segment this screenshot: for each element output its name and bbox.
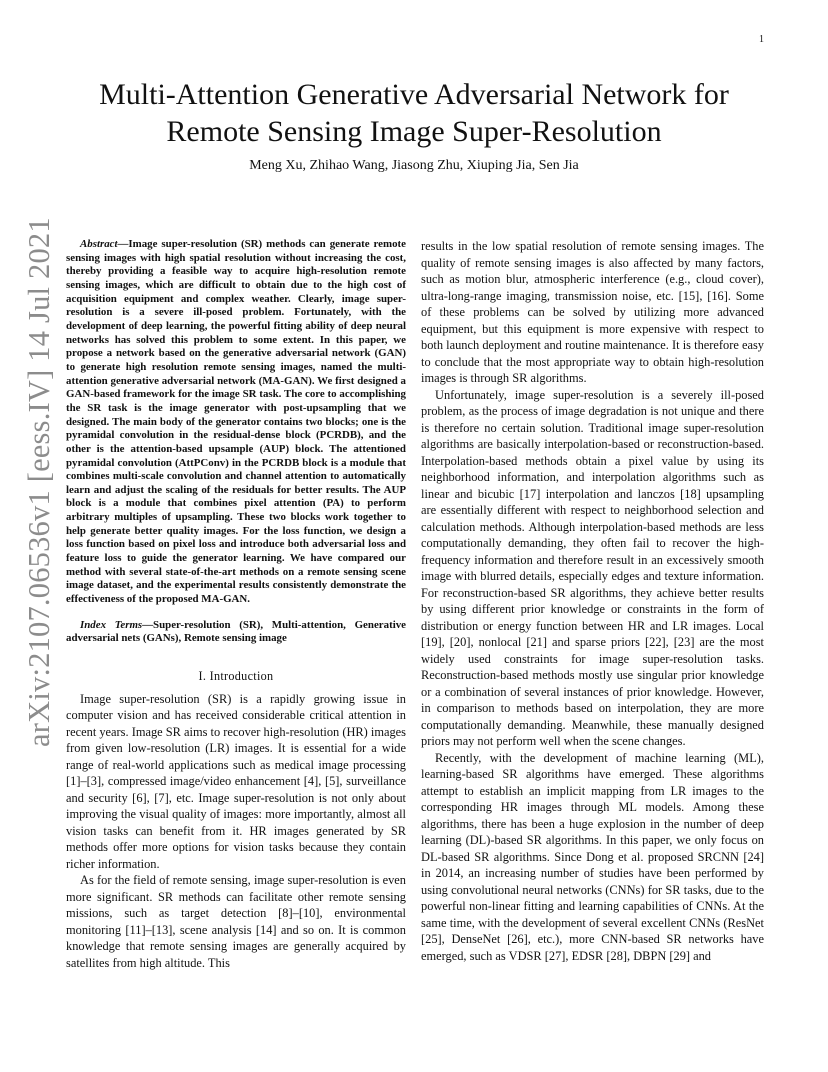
paper-title-line-1: Multi-Attention Generative Adversarial Network for [99,78,729,111]
section-heading: I. Introduction [198,669,274,684]
paper-title [60,76,768,150]
author-list: Meng Xu, Zhihao Wang, Jiasong Zhu, Xiuping Jia, Sen Jia [249,158,579,173]
paragraph: Image super-resolution (SR) is a rapidly growing issue in computer vision and has received considerable critical attention in recent years. Image SR aims to recover high-resolution (HR) images from given low-resolution (LR) images. It is essential for a wide range of real-world applications such as medical image processing [1]–[3], compressed image/video enhancement [4], [5], surveillance and security [6], [7], etc. Image super-resolution is not only about improving the visual quality of images: more importantly, almost all vision tasks can benefit from it. HR images generated by SR methods offer more options for vision tasks because they contain richer information. [66,691,406,871]
arxiv-identifier-stamp [14,217,58,751]
abstract [66,238,406,607]
page-number: 1 [759,34,764,45]
paper-title-line-2: Remote Sensing Image Super-Resolution [166,115,662,148]
paragraph: As for the field of remote sensing, image super-resolution is even more significant. SR methods can facilitate other remote sensing missions, such as target detection [8]–[10], environmental monitoring [11]–[13], scene analysis [14] and so on. It is common knowledge that remote sensing images are generally acquired by satellites from high altitude. This [66,873,406,970]
abstract-label: Abstract [80,238,118,250]
abstract-text: —Image super-resolution (SR) methods can generate remote sensing images with high spatial resolution without increasing the cost, thereby providing a feasible way to acquire high-resolution remote sensing images, which are difficult to obtain due to the high cost of acquisition equipment and complex weather. Clearly, image super-resolution is a severe ill-posed problem. Fortunately, with the development of deep learning, the powerful fitting ability of deep neural networks has solved this problem to some extent. In this paper, we propose a network based on the generative adversarial network (GAN) to generate high resolution remote sensing images, named the multi-attention generative adversarial network (MA-GAN). We first designed a GAN-based framework for the image SR task. The core to accomplishing the SR task is the image generator with post-upsampling that we designed. The main body of the generator contains two blocks; one is the pyramidal convolution in the residual-dense block (PCRDB), and the other is the attention-based upsample (AUP) block. The attentioned pyramidal convolution (AttPConv) in the PCRDB block is a module that combines multi-scale convolution and channel attention to automatically learn and adjust the scaling of the residuals for better results. The AUP block is a module that combines pixel attention (PA) to perform arbitrary multiples of upsampling. These two blocks work together to help generate better quality images. For the loss function, we design a loss function based on pixel loss and introduce both adversarial loss and feature loss to guide the generator learning. We have compared our method with several state-of-the-art methods on a remote sensing scene image dataset, and the experimental results consistently demonstrate the effectiveness of the proposed MA-GAN. [66,238,406,606]
paragraph: Recently, with the development of machine learning (ML), learning-based SR algorithms have emerged. These algorithms attempt to establish an implicit mapping from LR images to the corresponding HR images through ML models. Among these algorithms, there has been a huge explosion in the number of deep learning (DL)-based SR algorithms. In this paper, we only focus on DL-based SR algorithms. Since Dong et al. proposed SRCNN [24] in 2014, an increasing number of studies have been performed by using convolutional neural networks (CNNs) for SR tasks, due to the powerful non-linear fitting and learning capabilities of CNNs. At the same time, with the development of several excellent CNNs (ResNet [25], DenseNet [26], etc.), more CNN-based SR networks have emerged, such as VDSR [27], EDSR [28], DBPN [29] and [421,750,764,963]
index-terms-label: Index Terms [80,618,143,631]
paragraph: results in the low spatial resolution of remote sensing images. The quality of remote sensing images is also affected by many factors, such as motion blur, atmospheric interference (e.g., cloud cover), ultra-long-range imaging, transmission noise, etc. [15], [16]. Some of these problems can be solved by utilizing more advanced equipment, but this equipment is more expensive with respect to both launch deployment and routine maintenance. It is therefore easy to conclude that the most appropriate way to obtain high-resolution images is through SR algorithms. [421,239,764,385]
arxiv-identifier-text: arXiv:2107.06536v1 [eess.IV] 14 Jul 2021 [22,217,56,747]
index-terms-text: —Super-resolution (SR), Multi-attention, Generative adversarial nets (GANs), Remote sensing image [66,618,406,645]
paragraph: Unfortunately, image super-resolution is a severely ill-posed problem, as the process of image degradation is not unique and there is therefore no certain solution. Traditional image super-resolution algorithms are basically interpolation-based or reconstruction-based. Interpolation-based methods obtain a pixel value by using its neighborhood information, and interpolation algorithms such as linear and bicubic [17] interpolation and lanczos [18] upsampling are essentially different with respect to neighborhood selection and calculation methods. Although interpolation-based methods are less computationally demanding, they often fail to recover the high-frequency information and therefore result in an excessively smooth image with blurred details, especially edges and texture information. For reconstruction-based SR algorithms, they achieve better results by using different prior knowledge or constraints in the form of distribution or energy function between HR and LR images. Local [19], [20], nonlocal [21] and sparse priors [22], [23] are the most widely used constraints for image super-resolution tasks. Reconstruction-based methods mostly use singular prior knowledge or a combination of several instances of prior knowledge. However, in comparison to methods based on interpolation, they are more computationally demanding. Meanwhile, these manually designed priors may not perform well when the scene changes. [421,387,764,748]
index-terms [66,619,406,646]
left-column [66,238,406,971]
right-column [421,238,764,964]
